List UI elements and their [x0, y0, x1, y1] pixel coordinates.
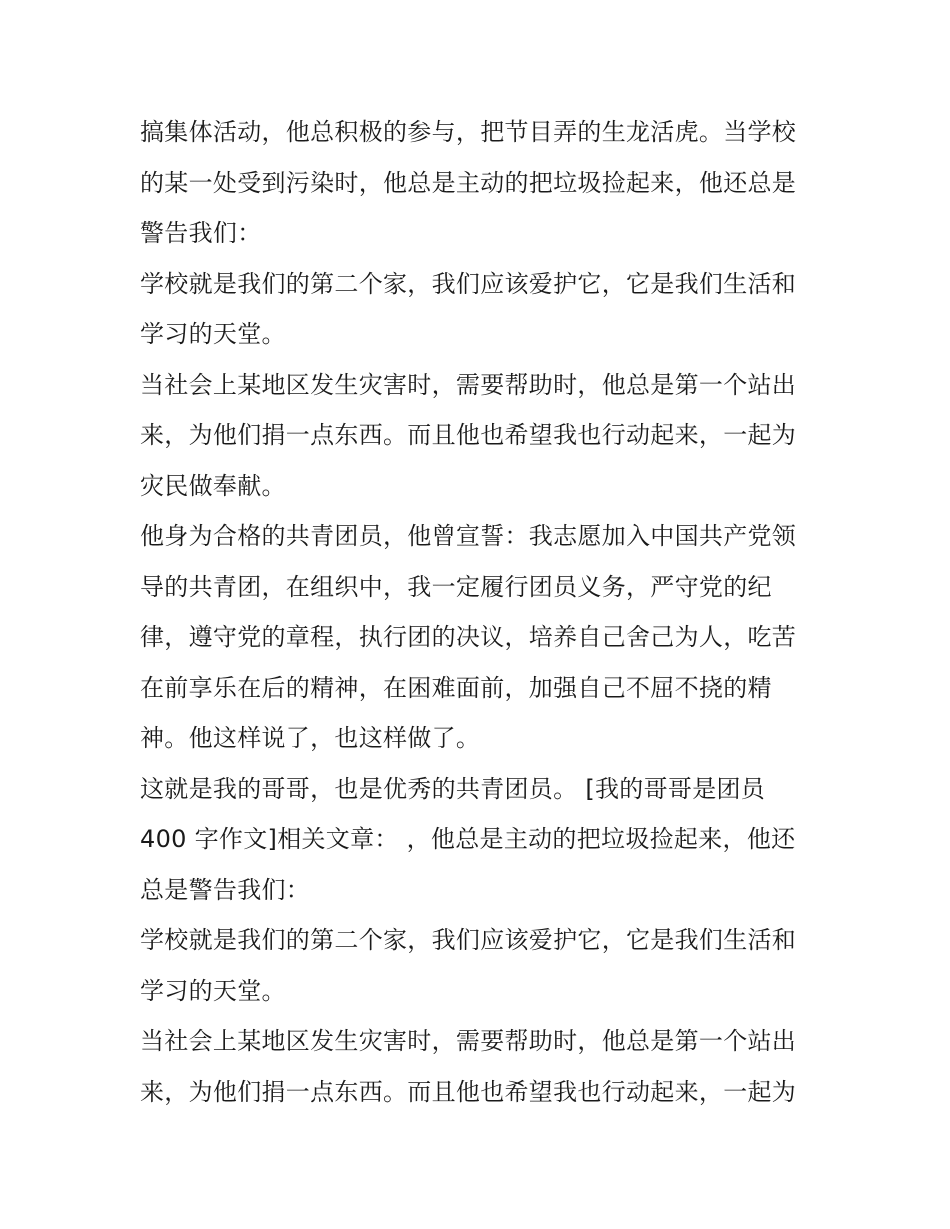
text-line: 当社会上某地区发生灾害时，需要帮助时，他总是第一个站出: [140, 1027, 797, 1055]
text-line: 搞集体活动，他总积极的参与，把节目弄的生龙活虎。当学校: [140, 118, 797, 146]
text-line: 来，为他们捐一点东西。而且他也希望我也行动起来，一起为: [140, 421, 797, 449]
text-line: 在前享乐在后的精神，在困难面前，加强自己不屈不挠的精: [140, 673, 772, 702]
text-line: 总是警告我们：: [140, 875, 311, 904]
text-line: 学校就是我们的第二个家，我们应该爱护它，它是我们生活和: [140, 926, 797, 954]
text-line: 神。他这样说了，也这样做了。: [140, 724, 481, 752]
text-line: 导的共青团，在组织中，我一定履行团员义务，严守党的纪: [140, 572, 772, 601]
document-body: [140, 107, 820, 1117]
text-line: 灾民做奉献。: [140, 471, 286, 500]
text-line: 学习的天堂。: [140, 320, 286, 348]
text-line: 400 字作文]相关文章： ，他总是主动的把垃圾捡起来，他还: [140, 825, 796, 853]
text-line: 律，遵守党的章程，执行团的决议，培养自己舍己为人，吃苦: [140, 623, 797, 651]
text-line: 他身为合格的共青团员，他曾宣誓：我志愿加入中国共产党领: [140, 522, 797, 550]
text-line: 来，为他们捐一点东西。而且他也希望我也行动起来，一起为: [140, 1077, 797, 1106]
text-line: 的某一处受到污染时，他总是主动的把垃圾捡起来，他还总是: [140, 168, 797, 197]
text-line: 这就是我的哥哥，也是优秀的共青团员。 [我的哥哥是团员: [140, 774, 766, 803]
text-line: 警告我们：: [140, 219, 262, 247]
text-line: 学校就是我们的第二个家，我们应该爱护它，它是我们生活和: [140, 269, 797, 298]
text-line: 当社会上某地区发生灾害时，需要帮助时，他总是第一个站出: [140, 370, 797, 399]
text-line: 学习的天堂。: [140, 976, 286, 1005]
